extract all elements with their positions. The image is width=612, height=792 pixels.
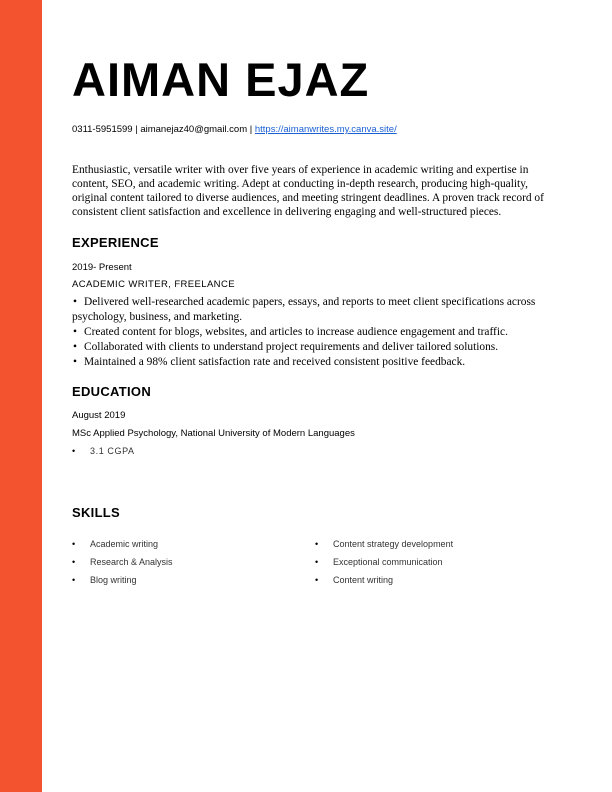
skill-item: • Content strategy development bbox=[333, 539, 453, 549]
skill-item: • Academic writing bbox=[90, 539, 158, 549]
skill-item: • Blog writing bbox=[90, 575, 137, 585]
accent-sidebar-bar bbox=[0, 0, 42, 792]
experience-bullet: • Created content for blogs, websites, and articles to increase audience engagement and traffic. bbox=[72, 325, 552, 340]
skill-item: • Exceptional communication bbox=[333, 557, 443, 567]
contact-line bbox=[72, 124, 397, 135]
skill-item: • Content writing bbox=[333, 575, 393, 585]
skills-heading: SKILLS bbox=[72, 505, 121, 520]
experience-bullet-list bbox=[72, 295, 552, 370]
experience-role: ACADEMIC WRITER, FREELANCE bbox=[72, 279, 235, 290]
contact-details: 0311-5951599 | aimanejaz40@gmail.com | bbox=[72, 124, 255, 135]
experience-bullet: • Delivered well-researched academic papers, essays, and reports to meet client specifications across psychology, business, and marketing. bbox=[72, 295, 552, 325]
experience-bullet: • Maintained a 98% client satisfaction rate and received consistent positive feedback. bbox=[72, 355, 552, 370]
education-date: August 2019 bbox=[72, 410, 126, 421]
portfolio-link[interactable]: https://aimanwrites.my.canva.site/ bbox=[254, 124, 397, 135]
skill-item: • Research & Analysis bbox=[90, 557, 173, 567]
applicant-name: AIMAN EJAZ bbox=[72, 53, 370, 106]
professional-summary: Enthusiastic, versatile writer with over five years of experience in academic writing and expertise in content, SEO, and academic writing. Adept at conducting in-depth research, producing high-quality, original content tailored to diverse audiences, and meeting stringent deadlines. A proven track record of consistent client satisfaction and excellence in delivering engaging and well-structured pieces. bbox=[72, 164, 544, 218]
education-degree: MSc Applied Psychology, National University of Modern Languages bbox=[72, 428, 355, 439]
experience-bullet: • Collaborated with clients to understand project requirements and deliver tailored solutions. bbox=[72, 340, 552, 355]
education-heading: EDUCATION bbox=[72, 384, 152, 399]
experience-dates: 2019- Present bbox=[72, 262, 132, 273]
education-gpa: • 3.1 CGPA bbox=[90, 446, 135, 456]
experience-heading: EXPERIENCE bbox=[72, 235, 159, 250]
